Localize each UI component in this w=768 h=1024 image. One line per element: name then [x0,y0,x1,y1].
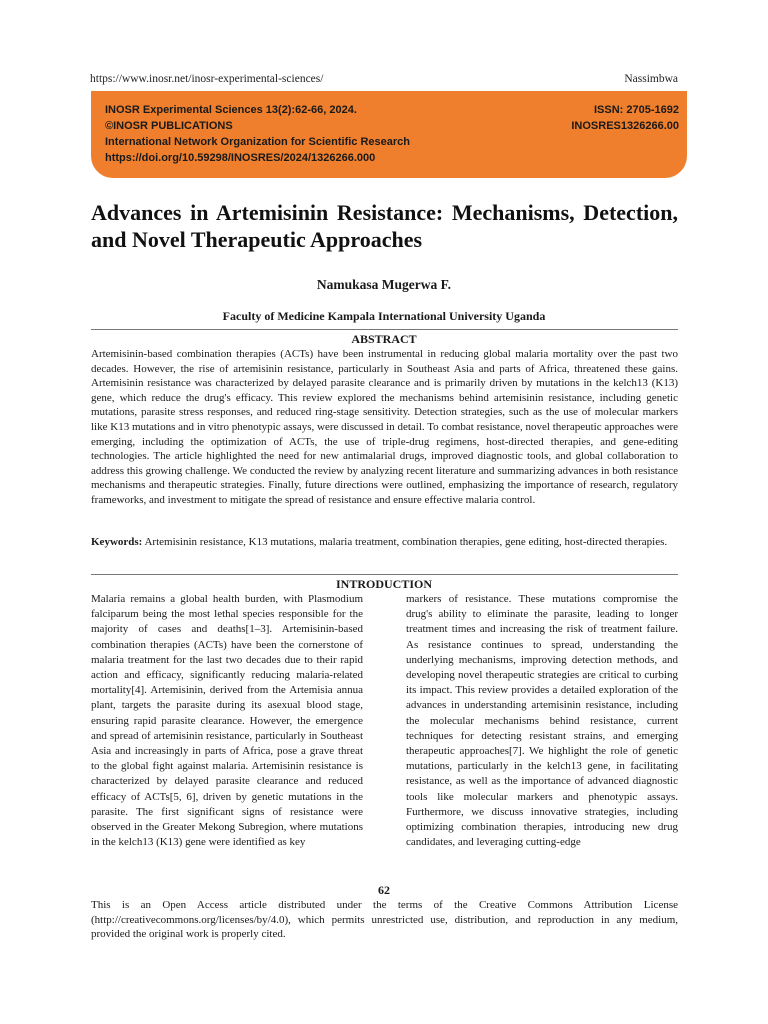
running-author: Nassimbwa [624,73,678,85]
article-id: INOSRES1326266.00 [571,120,679,132]
article-title: Advances in Artemisinin Resistance: Mechanisms, Detection, and Novel Therapeutic Approaches [91,200,678,252]
abstract-top-rule [91,329,678,330]
intro-top-rule [91,574,678,575]
abstract-body: Artemisinin-based combination therapies (ACTs) have been instrumental in reducing global malaria mortality over the past two decades. However, the rise of artemisinin resistance, particularly in Southeast Asia and parts of Africa, threatened these gains. Artemisinin resistance was characterized by delayed parasite clearance and is primarily driven by mutations in the kelch13 (K13) gene, which reduce the drug's efficacy. This review explored the mechanisms behind artemisinin resistance, including genetic mutations, parasite stress responses, and reduced ring-stage sensitivity. Detection strategies, such as the use of molecular markers like K13 mutations and in vitro phenotypic assays, were discussed in detail. To combat resistance, novel therapeutic approaches were emerging, including the optimization of ACTs, the use of triple-drug regimens, host-directed therapies, and gene-editing technologies. The article highlighted the need for new antimalarial drugs, improved diagnostic tools, and global collaboration to address this growing challenge. We conducted the review by analyzing recent literature and summarizing advances in both resistance mechanisms and therapeutic strategies. Finally, future directions were outlined, emphasizing the importance of research, regulatory frameworks, and investment to mitigate the spread of resistance and ensure effective malaria control. [91,348,678,506]
license-footer: This is an Open Access article distributed under the terms of the Creative Commons Attribution License (http://creativecommons.org/licenses/by/4.0), which permits unrestricted use, distribution, and reproduction in any medium, provided the original work is properly cited. [91,899,678,941]
article-author: Namukasa Mugerwa F. [316,277,452,292]
journal-url-link[interactable]: https://www.inosr.net/inosr-experimental-sciences/ [90,73,324,85]
keywords [91,535,678,550]
banner-left [105,102,410,166]
keywords-label: Keywords: [91,536,143,548]
author-affiliation: Faculty of Medicine Kampala International University Uganda [222,309,546,323]
running-header [90,73,678,85]
page-number: 62 [378,883,390,897]
journal-banner [91,91,687,178]
journal-citation: INOSR Experimental Sciences 13(2):62-66, 2024. [105,104,357,116]
keywords-text: Artemisinin resistance, K13 mutations, malaria treatment, combination therapies, gene editing, host-directed therapies. [144,536,668,548]
doi-link[interactable]: https://doi.org/10.59298/INOSRES/2024/1326266.000 [105,152,376,164]
issn: ISSN: 2705-1692 [594,104,679,116]
abstract-heading: ABSTRACT [351,332,417,346]
banner-right [571,102,679,134]
introduction-heading: INTRODUCTION [335,577,432,591]
introduction-column-right: markers of resistance. These mutations compromise the drug's ability to eliminate the parasite, leading to longer treatment times and increasing the risk of treatment failure. As resistance continues to spread, understanding the underlying mechanisms, improving detection methods, and developing novel therapeutic strategies are critical to curbing its impact. This review provides a detailed exploration of the advances in understanding artemisinin resistance, including the molecular mechanisms behind resistance, current techniques for detecting resistant strains, and emerging therapeutic approaches[7]. We highlight the role of genetic mutations, particularly in the kelch13 gene, in facilitating resistance, as well as the importance of advanced diagnostic tools like molecular markers and phenotypic assays. Furthermore, we discuss innovative strategies, including optimizing combination therapies, introducing new drug candidates, and leveraging cutting-edge [406,593,678,849]
introduction-column-left: Malaria remains a global health burden, with Plasmodium falciparum being the most lethal species responsible for the majority of cases and deaths[1–3]. Artemisinin-based combination therapies (ACTs) have been the cornerstone of malaria treatment for the last two decades due to their rapid action and efficacy, significantly reducing malaria-related mortality[4]. Artemisinin, derived from the Artemisia annua plant, targets the parasite during its asexual blood stage, ensuring rapid parasite clearance. However, the emergence and spread of artemisinin resistance, particularly in Southeast Asia and increasingly in parts of Africa, pose a grave threat to the global fight against malaria. Artemisinin resistance is characterized by delayed parasite clearance and reduced efficacy of ACTs[5, 6], driven by genetic mutations in the parasite. The first significant signs of resistance were observed in the Greater Mekong Subregion, where mutations in the kelch13 (K13) gene were identified as key [91,593,363,849]
publisher-line: ©INOSR PUBLICATIONS [105,120,233,132]
organization-line: International Network Organization for Scientific Research [105,136,411,148]
